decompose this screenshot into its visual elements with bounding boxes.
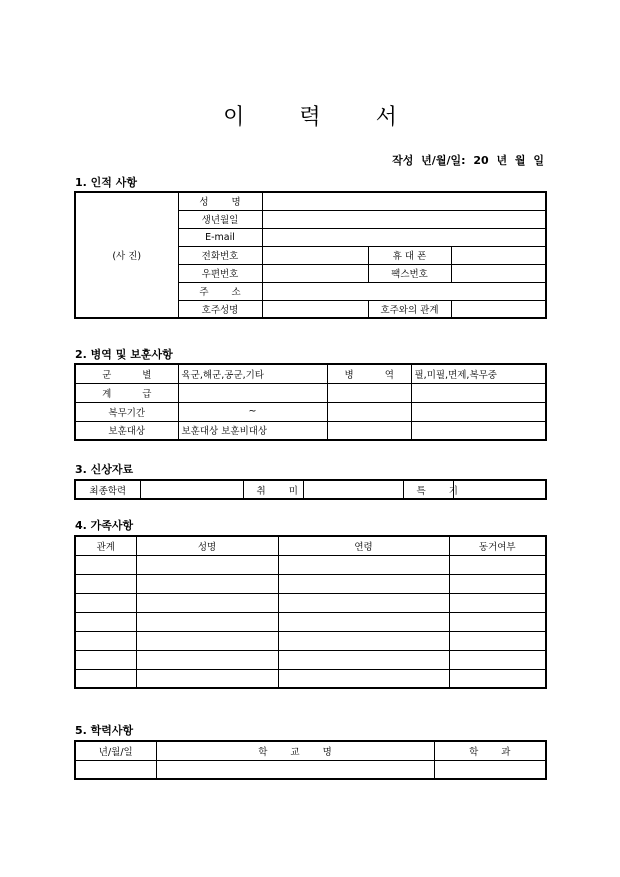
edu-cell[interactable]: [434, 760, 546, 779]
edu-cell[interactable]: [156, 760, 434, 779]
table-row: [75, 593, 546, 612]
section-profile-title: 3. 신상자료: [75, 463, 134, 476]
family-cell[interactable]: [136, 631, 278, 650]
birth-label: 생년월일: [178, 210, 262, 228]
edu-header-school: 학 교 명: [156, 741, 434, 760]
military-blank-6[interactable]: [411, 421, 546, 440]
service-options[interactable]: 필,미필,면제,복무중: [411, 364, 546, 383]
family-cell[interactable]: [449, 612, 546, 631]
military-table: [74, 363, 547, 441]
date-line: 작성 년/월/일: 20 년 월 일: [392, 154, 544, 167]
head-relation-label: 호주와의 관계: [368, 300, 451, 318]
address-label: 주 소: [178, 282, 262, 300]
period-field[interactable]: ~: [178, 402, 327, 421]
mobile-field[interactable]: [451, 246, 546, 264]
edu-header-date: 년/월/일: [75, 741, 156, 760]
phone-label: 전화번호: [178, 246, 262, 264]
family-cell[interactable]: [449, 574, 546, 593]
family-cell[interactable]: [449, 631, 546, 650]
family-cell[interactable]: [136, 593, 278, 612]
family-cell[interactable]: [278, 593, 449, 612]
veteran-label: 보훈대상: [75, 421, 178, 440]
head-name-label: 호주성명: [178, 300, 262, 318]
table-row: [75, 574, 546, 593]
phone-field[interactable]: [262, 246, 368, 264]
family-cell[interactable]: [449, 593, 546, 612]
table-row: [75, 760, 546, 779]
table-row: [75, 669, 546, 688]
zip-label: 우편번호: [178, 264, 262, 282]
rank-field[interactable]: [178, 383, 327, 402]
military-blank-5[interactable]: [327, 421, 411, 440]
family-cell[interactable]: [278, 669, 449, 688]
skill-label: 특 기: [403, 480, 453, 499]
military-blank-3[interactable]: [327, 402, 411, 421]
profile-table: [74, 479, 547, 500]
family-cell[interactable]: [278, 574, 449, 593]
table-row: [75, 650, 546, 669]
family-cell[interactable]: [136, 612, 278, 631]
section-personal-title: 1. 인적 사항: [75, 176, 137, 189]
family-cell[interactable]: [449, 669, 546, 688]
family-cell[interactable]: [75, 593, 136, 612]
rank-label: 계 급: [75, 383, 178, 402]
final-education-label: 최종학력: [75, 480, 140, 499]
zip-field[interactable]: [262, 264, 368, 282]
final-education-field[interactable]: [140, 480, 243, 499]
family-table: [74, 535, 547, 689]
service-label: 병 역: [327, 364, 411, 383]
email-field[interactable]: [262, 228, 546, 246]
family-cell[interactable]: [75, 574, 136, 593]
hobby-field[interactable]: [303, 480, 403, 499]
family-cell[interactable]: [278, 631, 449, 650]
name-field[interactable]: [262, 192, 546, 210]
table-row: [75, 631, 546, 650]
family-cell[interactable]: [75, 669, 136, 688]
document-title: 이 력 서: [223, 105, 421, 130]
military-blank-1[interactable]: [327, 383, 411, 402]
edu-cell[interactable]: [75, 760, 156, 779]
hobby-label: 취 미: [243, 480, 303, 499]
family-cell[interactable]: [75, 612, 136, 631]
branch-options[interactable]: 육군,해군,공군,기타: [178, 364, 327, 383]
family-header-age: 연령: [278, 536, 449, 555]
head-relation-field[interactable]: [451, 300, 546, 318]
section-family-title: 4. 가족사항: [75, 519, 134, 532]
address-field[interactable]: [262, 282, 546, 300]
name-label: 성 명: [178, 192, 262, 210]
photo-cell: (사 진): [75, 192, 178, 318]
family-header-cohabit: 동거여부: [449, 536, 546, 555]
fax-field[interactable]: [451, 264, 546, 282]
personal-table: [74, 191, 547, 319]
veteran-options[interactable]: 보훈대상 보훈비대상: [178, 421, 327, 440]
table-row: [75, 612, 546, 631]
family-cell[interactable]: [449, 650, 546, 669]
fax-label: 팩스번호: [368, 264, 451, 282]
head-name-field[interactable]: [262, 300, 368, 318]
education-table: [74, 740, 547, 780]
edu-header-major: 학 과: [434, 741, 546, 760]
military-blank-2[interactable]: [411, 383, 546, 402]
branch-label: 군 별: [75, 364, 178, 383]
family-header-name: 성명: [136, 536, 278, 555]
family-cell[interactable]: [449, 555, 546, 574]
email-label: E-mail: [178, 228, 262, 246]
family-cell[interactable]: [136, 650, 278, 669]
family-cell[interactable]: [75, 631, 136, 650]
military-blank-4[interactable]: [411, 402, 546, 421]
family-cell[interactable]: [278, 612, 449, 631]
family-cell[interactable]: [136, 555, 278, 574]
birth-field[interactable]: [262, 210, 546, 228]
family-cell[interactable]: [136, 574, 278, 593]
family-header-relation: 관계: [75, 536, 136, 555]
period-label: 복무기간: [75, 402, 178, 421]
family-cell[interactable]: [75, 650, 136, 669]
section-education-title: 5. 학력사항: [75, 724, 134, 737]
family-cell[interactable]: [278, 555, 449, 574]
family-cell[interactable]: [136, 669, 278, 688]
section-military-title: 2. 병역 및 보훈사항: [75, 348, 173, 361]
mobile-label: 휴 대 폰: [368, 246, 451, 264]
table-row: [75, 555, 546, 574]
family-cell[interactable]: [75, 555, 136, 574]
family-cell[interactable]: [278, 650, 449, 669]
